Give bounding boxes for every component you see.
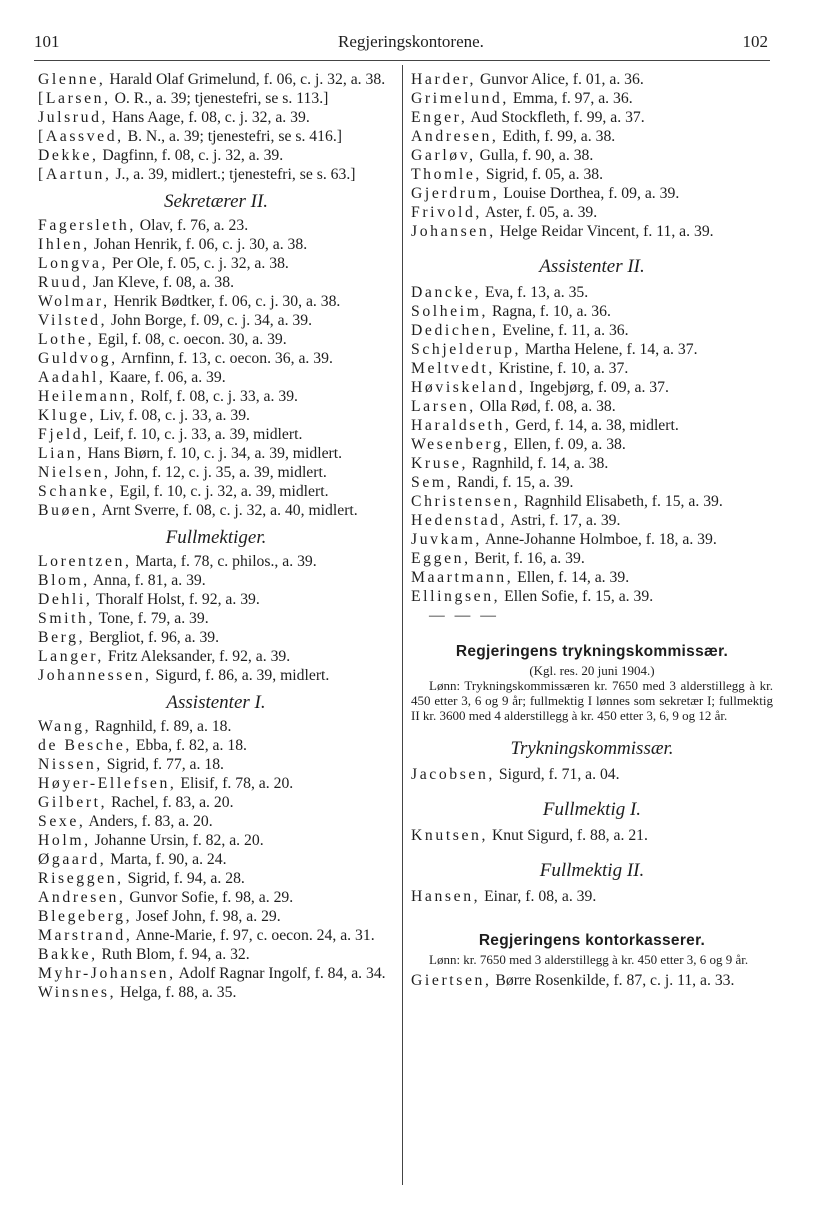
entry-surname: Longva, [38,255,109,272]
entry-surname: Meltvedt, [411,360,495,377]
entry-surname: Schjelderup, [411,341,522,358]
entry-details: Aud Stockfleth, f. 99, a. 37. [467,109,645,126]
entry-details: Kristine, f. 10, a. 37. [494,360,629,377]
entry-surname: Buøen, [38,502,99,519]
header-rule [34,60,770,61]
entry-surname: Larsen, [411,398,476,415]
list-item [411,127,773,146]
section-heading: Fullmektiger. [165,527,267,548]
list-item [38,609,394,628]
list-item [38,869,394,888]
entry-details: Kaare, f. 06, a. 39. [105,369,226,386]
entry-details: Olla Rød, f. 08, a. 38. [475,398,616,415]
list-item [38,793,394,812]
list-item [38,590,394,609]
entry-details: John Borge, f. 09, c. j. 34, a. 39. [107,312,313,329]
entry-details: Arnfinn, f. 13, c. oecon. 36, a. 39. [117,350,333,367]
entry-surname: Heilemann, [38,388,137,405]
page-number-right: 102 [742,32,768,51]
right-column [411,70,773,990]
entry-details: Helge Reidar Vincent, f. 11, a. 39. [495,223,714,240]
entry-surname: Blegeberg, [38,908,133,925]
list-item [411,492,773,511]
list-item [411,397,773,416]
entry-details: Randi, f. 15, a. 39. [453,474,574,491]
entry-details: Johan Henrik, f. 06, c. j. 30, a. 38. [89,236,308,253]
entry-surname: Fjeld, [38,426,90,443]
entry-details: Josef John, f. 98, a. 29. [132,908,281,925]
entry-details: Sigrid, f. 77, a. 18. [102,756,224,773]
list-item [411,971,773,990]
entry-surname: Winsnes, [38,984,117,1001]
entry-details: Ruth Blom, f. 94, a. 32. [97,946,250,963]
entry-details: Egil, f. 08, c. oecon. 30, a. 39. [94,331,287,348]
entry-surname: Maartmann, [411,569,514,586]
list-item [411,378,773,397]
entry-details: J., a. 39, midlert.; tjenestefri, se s. 63.] [111,166,356,183]
entry-surname: Hansen, [411,888,481,905]
entry-details: Arnt Sverre, f. 08, c. j. 32, a. 40, midlert. [98,502,358,519]
section-heading: Sekretærer II. [163,191,269,212]
entry-surname: Smith, [38,610,96,627]
entry-surname: Julsrud, [38,109,109,126]
list-item [411,359,773,378]
list-item [411,826,773,845]
entry-surname: Lian, [38,445,84,462]
column-divider [402,65,403,1185]
list-item [411,165,773,184]
entry-details: Gerd, f. 14, a. 38, midlert. [511,417,679,434]
entry-details: Elisif, f. 78, a. 20. [176,775,294,792]
salary-note: Lønn: Trykningskommissæren kr. 7650 med 3 alderstillegg à kr. 450 etter 3, 6 og 9 år; fullmektig I lønnes som sekretær I; fullmektig II kr. 3600 med 4 alderstillegg à kr. 450 etter 3, 6, 9 og 12 år. [411,678,773,723]
list-item [411,203,773,222]
entry-surname: Lothe, [38,331,95,348]
entry-details: Gulla, f. 90, a. 38. [475,147,594,164]
entry-surname: Lorentzen, [38,553,132,570]
entry-details: Anne-Marie, f. 97, c. oecon. 24, a. 31. [132,927,375,944]
salary-note: Lønn: kr. 7650 med 3 alderstillegg à kr. 450 etter 3, 6 og 9 år. [429,952,749,967]
list-item [411,302,773,321]
section-heading: Assistenter II. [539,256,645,277]
entry-surname: Kruse, [411,455,468,472]
entry-surname: Myhr-Johansen, [38,965,176,982]
entry-details: Sigurd, f. 71, a. 04. [494,766,620,783]
entry-details: Ebba, f. 82, a. 18. [131,737,247,754]
entry-details: Dagfinn, f. 08, c. j. 32, a. 39. [98,147,284,164]
list-item [38,165,394,184]
entry-details: Sigurd, f. 86, a. 39, midlert. [151,667,330,684]
entry-details: Martha Helene, f. 14, a. 37. [521,341,698,358]
entry-surname: Øgaard, [38,851,107,868]
list-item [38,983,394,1002]
entry-surname: Blom, [38,572,90,589]
entry-details: Rolf, f. 08, c. j. 33, a. 39. [136,388,298,405]
list-item [38,425,394,444]
list-item [411,511,773,530]
section-heading: Fullmektig I. [542,799,642,820]
entry-details: Eveline, f. 11, a. 36. [498,322,629,339]
list-item [411,887,773,906]
list-item [411,416,773,435]
entry-details: Fritz Aleksander, f. 92, a. 39. [103,648,291,665]
entry-surname: Nissen, [38,756,103,773]
list-item [411,454,773,473]
list-item [38,831,394,850]
entry-surname: Fagersleth, [38,217,136,234]
entry-surname: Andresen, [38,889,126,906]
entry-details: Børre Rosenkilde, f. 87, c. j. 11, a. 33. [491,972,735,989]
entry-details: Louise Dorthea, f. 09, a. 39. [499,185,680,202]
entry-details: Olav, f. 76, a. 23. [135,217,249,234]
entry-surname: Ellingsen, [411,588,501,605]
entry-details: Sigrid, f. 05, a. 38. [481,166,604,183]
running-title: Regjeringskontorene. [338,32,484,51]
list-item [38,774,394,793]
entry-surname: Solheim, [411,303,489,320]
list-item [38,850,394,869]
section-heading: Assistenter I. [166,692,266,713]
entry-surname: Langer, [38,648,104,665]
entry-details: Ellen Sofie, f. 15, a. 39. [500,588,654,605]
royal-resolution: (Kgl. res. 20 juni 1904.) [529,663,655,678]
entry-surname: Ruud, [38,274,89,291]
list-item [411,587,773,606]
list-item [38,273,394,292]
list-item [38,926,394,945]
entry-details: Sigrid, f. 94, a. 28. [123,870,245,887]
entry-details: Anna, f. 81, a. 39. [89,572,206,589]
entry-details: Eva, f. 13, a. 35. [481,284,589,301]
entry-surname: [Larsen, [38,90,111,107]
entry-details: Edith, f. 99, a. 38. [498,128,616,145]
list-item [411,321,773,340]
entry-details: Adolf Ragnar Ingolf, f. 84, a. 34. [175,965,386,982]
entry-surname: Riseggen, [38,870,124,887]
entry-details: Marta, f. 78, c. philos., a. 39. [131,553,317,570]
list-item [38,736,394,755]
entry-details: John, f. 12, c. j. 35, a. 39, midlert. [110,464,327,481]
separator-dashes: — — — [429,607,499,624]
entry-surname: Vilsted, [38,312,108,329]
entry-surname: Johannessen, [38,667,152,684]
list-item [38,349,394,368]
list-item [38,812,394,831]
list-item [38,755,394,774]
entry-details: Johanne Ursin, f. 82, a. 20. [90,832,264,849]
entry-details: Ragnhild, f. 14, a. 38. [468,455,609,472]
list-item [411,340,773,359]
entry-details: Anders, f. 83, a. 20. [85,813,213,830]
entry-details: Berit, f. 16, a. 39. [470,550,585,567]
entry-surname: Frivold, [411,204,482,221]
list-item [38,907,394,926]
list-item [38,666,394,685]
list-item [38,406,394,425]
entry-surname: de Besche, [38,737,132,754]
list-item [38,70,394,89]
entry-surname: Gjerdrum, [411,185,500,202]
list-item [38,292,394,311]
page-number-left: 101 [34,32,60,51]
entry-surname: Dedichen, [411,322,499,339]
entry-details: Ragna, f. 10, a. 36. [488,303,611,320]
entry-surname: Glenne, [38,71,106,88]
entry-details: Gunvor Alice, f. 01, a. 36. [476,71,644,88]
entry-details: Per Ole, f. 05, c. j. 32, a. 38. [108,255,289,272]
entry-details: Ellen, f. 14, a. 39. [513,569,630,586]
entry-surname: Dehli, [38,591,93,608]
list-item [38,552,394,571]
entry-details: Einar, f. 08, a. 39. [480,888,597,905]
list-item [411,70,773,89]
list-item [38,368,394,387]
left-column [38,70,394,1002]
list-item [411,568,773,587]
list-item [38,571,394,590]
entry-surname: Harder, [411,71,477,88]
list-item [38,311,394,330]
list-item [38,945,394,964]
entry-details: Marta, f. 90, a. 24. [106,851,227,868]
entry-details: Hans Aage, f. 08, c. j. 32, a. 39. [108,109,310,126]
entry-surname: Sem, [411,474,454,491]
entry-details: Knut Sigurd, f. 88, a. 21. [488,827,648,844]
entry-surname: Gilbert, [38,794,108,811]
entry-surname: Aadahl, [38,369,106,386]
entry-surname: Wang, [38,718,92,735]
institution-heading: Regjeringens kontorkasserer. [478,932,706,949]
list-item [38,482,394,501]
entry-surname: Juvkam, [411,531,482,548]
entry-details: Henrik Bødtker, f. 06, c. j. 30, a. 38. [109,293,341,310]
entry-details: Emma, f. 97, a. 36. [508,90,633,107]
entry-details: Ragnhild Elisabeth, f. 15, a. 39. [520,493,723,510]
entry-surname: Ihlen, [38,236,90,253]
list-item [38,146,394,165]
entry-surname: Wesenberg, [411,436,510,453]
entry-surname: Knutsen, [411,827,489,844]
entry-surname: Jacobsen, [411,766,495,783]
entry-details: Bergliot, f. 96, a. 39. [85,629,220,646]
entry-surname: Sexe, [38,813,86,830]
entry-surname: Eggen, [411,550,471,567]
section-heading: Fullmektig II. [539,860,645,881]
entry-details: Astri, f. 17, a. 39. [507,512,621,529]
entry-details: B. N., a. 39; tjenestefri, se s. 416.] [123,128,342,145]
entry-surname: Holm, [38,832,91,849]
list-item [38,444,394,463]
entry-surname: Høviskeland, [411,379,526,396]
list-item [411,146,773,165]
entry-surname: Thomle, [411,166,482,183]
list-item [411,89,773,108]
list-item [38,964,394,983]
entry-details: Aster, f. 05, a. 39. [481,204,598,221]
list-item [38,387,394,406]
entry-surname: Marstrand, [38,927,133,944]
entry-details: Thoralf Holst, f. 92, a. 39. [92,591,260,608]
entry-surname: Johansen, [411,223,496,240]
entry-surname: Enger, [411,109,468,126]
list-item [38,647,394,666]
list-item [411,222,773,241]
list-item [38,216,394,235]
list-item [38,235,394,254]
list-item [38,127,394,146]
entry-details: Jan Kleve, f. 08, a. 38. [88,274,234,291]
entry-details: Ragnhild, f. 89, a. 18. [91,718,232,735]
entry-details: Egil, f. 10, c. j. 32, a. 39, midlert. [115,483,329,500]
list-item [411,530,773,549]
list-item [411,549,773,568]
list-item [38,463,394,482]
entry-surname: Bakke, [38,946,98,963]
entry-surname: Giertsen, [411,972,492,989]
entry-surname: Schanke, [38,483,116,500]
list-item [411,184,773,203]
entry-surname: Andresen, [411,128,499,145]
institution-heading: Regjeringens trykningskommissær. [455,643,729,660]
list-item [411,435,773,454]
entry-surname: [Aassved, [38,128,124,145]
list-item [38,254,394,273]
entry-details: Hans Biørn, f. 10, c. j. 34, a. 39, midlert. [83,445,343,462]
entry-surname: Dancke, [411,284,482,301]
entry-surname: Haraldseth, [411,417,512,434]
entry-surname: Berg, [38,629,86,646]
entry-details: Ellen, f. 09, a. 38. [509,436,626,453]
list-item [411,283,773,302]
section-heading: Trykningskommissær. [510,738,674,759]
entry-details: Ingebjørg, f. 09, a. 37. [525,379,669,396]
entry-surname: Garløv, [411,147,476,164]
list-item [38,108,394,127]
list-item [38,501,394,520]
entry-surname: Nielsen, [38,464,111,481]
list-item [411,108,773,127]
entry-surname: Grimelund, [411,90,509,107]
entry-surname: [Aartun, [38,166,112,183]
entry-details: Leif, f. 10, c. j. 33, a. 39, midlert. [89,426,303,443]
list-item [38,330,394,349]
entry-surname: Høyer-Ellefsen, [38,775,177,792]
entry-surname: Guldvog, [38,350,118,367]
list-item [411,473,773,492]
entry-details: Anne-Johanne Holmboe, f. 18, a. 39. [481,531,717,548]
entry-surname: Dekke, [38,147,99,164]
entry-details: Helga, f. 88, a. 35. [116,984,237,1001]
entry-details: O. R., a. 39; tjenestefri, se s. 113.] [110,90,329,107]
entry-details: Gunvor Sofie, f. 98, a. 29. [125,889,294,906]
list-item [38,888,394,907]
list-item [38,89,394,108]
list-item [38,628,394,647]
entry-surname: Kluge, [38,407,96,424]
entry-surname: Christensen, [411,493,521,510]
list-item [411,765,773,784]
list-item [38,717,394,736]
entry-details: Rachel, f. 83, a. 20. [107,794,234,811]
entry-details: Harald Olaf Grimelund, f. 06, c. j. 32, a. 38. [105,71,386,88]
entry-surname: Hedenstad, [411,512,508,529]
entry-details: Tone, f. 79, a. 39. [95,610,209,627]
entry-details: Liv, f. 08, c. j. 33, a. 39. [95,407,250,424]
entry-surname: Wolmar, [38,293,110,310]
